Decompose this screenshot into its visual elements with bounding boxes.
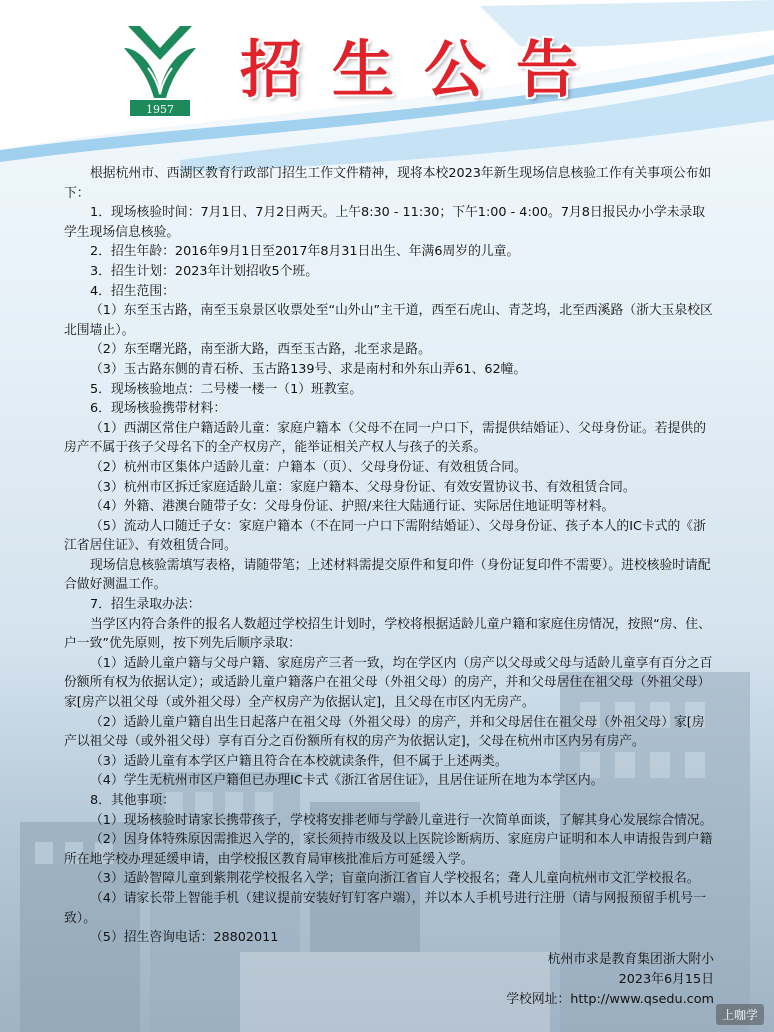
item-7: 7．招生录取办法： (90, 597, 201, 613)
item-4: 4．招生范围： (90, 283, 175, 299)
item-4-2: （2）东至曙光路，南至浙大路，西至玉古路，北至求是路。 (90, 342, 431, 358)
item-7-4: （4）学生无杭州市区户籍但已办理IC卡式《浙江省居住证》，且居住证所在地为本学区内。 (90, 773, 604, 789)
item-8-1: （1）现场核验时请家长携带孩子，学校将安排老师与学龄儿童进行一次简单面谈，了解其身心发展综合情况。 (90, 812, 713, 828)
announcement-body (64, 164, 714, 948)
item-8-4: （4）请家长带上智能手机（建议提前安装好钉钉客户端），并以本人手机号进行注册（请与网报预留手机号一致）。 (64, 890, 706, 926)
item-1: 1．现场核验时间：7月1日、7月2日两天。上午8:30 - 11:30；下午1:00 - 4:00。7月8日报民办小学未录取学生现场信息核验。 (64, 205, 706, 240)
item-6-3: （3）杭州市区拆迁家庭适龄儿童：家庭户籍本、父母身份证、有效安置协议书、有效租赁合同。 (90, 479, 636, 495)
item-3: 3．招生计划：2023年计划招收5个班。 (90, 263, 319, 279)
item-7-2: （2）适龄儿童户籍自出生日起落户在祖父母（外祖父母）的房产，并和父母居住在祖父母（外祖父母）家[房产以祖父母（或外祖父母）享有百分之百份额所有权的房产为依据认定]，父母在杭州市区内另有房产。 (64, 714, 705, 750)
header (0, 0, 774, 150)
item-7-3: （3）适龄儿童有本学区户籍且符合在本校就读条件，但不属于上述两类。 (90, 753, 508, 769)
school-website: 学校网址：http://www.qsedu.com (506, 992, 714, 1007)
item-6-1: （1）西湖区常住户籍适龄儿童：家庭户籍本（父母不在同一户口下，需提供结婚证）、父母身份证。若提供的房产不属于孩子父母名下的全产权房产，能举证相关产权人与孩子的关系。 (64, 420, 706, 456)
intro-paragraph: 根据杭州市、西湖区教育行政部门招生工作文件精神，现将本校2023年新生现场信息核验工作有关事项公布如下： (64, 166, 712, 201)
watermark-label: 上咖学 (716, 1004, 764, 1025)
item-8: 8．其他事项： (90, 793, 175, 808)
announcement-date: 2023年6月15日 (618, 972, 714, 987)
item-2: 2．招生年龄：2016年9月1日至2017年8月31日出生、年满6周岁的儿童。 (90, 244, 520, 260)
item-4-3: （3）玉古路东侧的青石桥、玉古路139号、求是南村和外东山弄61、62幢。 (90, 361, 527, 377)
item-7-1: （1）适龄儿童户籍与父母户籍、家庭房产三者一致，均在学区内（房产以父母或父母与适龄儿童享有百分之百份额所有权为依据认定）；或适龄儿童户籍落户在祖父母（外祖父母）的房产，并和父母居住在祖父母（外祖父母）家[房产以祖父母（或外祖父母）全产权房产为依据认定]，且父母在市区内无房产。 (64, 655, 713, 711)
signature-block (506, 950, 714, 1010)
item-6-4: （4）外籍、港澳台随带子女：父母身份证、护照/来往大陆通行证、实际居住地证明等材料。 (90, 499, 615, 515)
school-logo-icon (118, 18, 202, 118)
item-6: 6．现场核验携带材料： (90, 401, 227, 417)
item-4-1: （1）东至玉古路，南至玉泉景区收票处至“山外山”主干道，西至石虎山、青芝坞，北至西溪路（浙大玉泉校区北围墙止）。 (64, 303, 713, 338)
item-8-5: （5）招生咨询电话：28802011 (90, 930, 279, 946)
item-6-note: 现场信息核验需填写表格，请随带笔；上述材料需提交原件和复印件（身份证复印件不需要）。进校核验时请配合做好测温工作。 (64, 557, 711, 593)
item-8-3: （3）适龄智障儿童到紫荆花学校报名入学；盲童向浙江省盲人学校报名；聋人儿童向杭州市文汇学校报名。 (90, 871, 700, 887)
logo-year: 1957 (146, 103, 174, 116)
page-title: 招生公告 (240, 33, 609, 106)
item-6-2: （2）杭州市区集体户适龄儿童：户籍本（页）、父母身份证、有效租赁合同。 (90, 459, 527, 475)
item-6-5: （5）流动人口随迁子女：家庭户籍本（不在同一户口下需附结婚证）、父母身份证、孩子本人的IC卡式的《浙江省居住证》、有效租赁合同。 (64, 518, 706, 554)
organization-name: 杭州市求是教育集团浙大附小 (547, 952, 714, 967)
item-8-2: （2）因身体特殊原因需推迟入学的，家长须持市级及以上医院诊断病历、家庭房户证明和本人申请报告到户籍所在地学校办理延缓申请，由学校报区教育局审核批准后方可延缓入学。 (64, 832, 713, 867)
item-5: 5．现场核验地点：二号楼一楼一（1）班教室。 (90, 381, 363, 397)
item-7-intro: 当学区内符合条件的报名人数超过学校招生计划时，学校将根据适龄儿童户籍和家庭住房情况，按照“房、住、户一致”优先原则，按下列先后顺序录取： (64, 616, 711, 652)
